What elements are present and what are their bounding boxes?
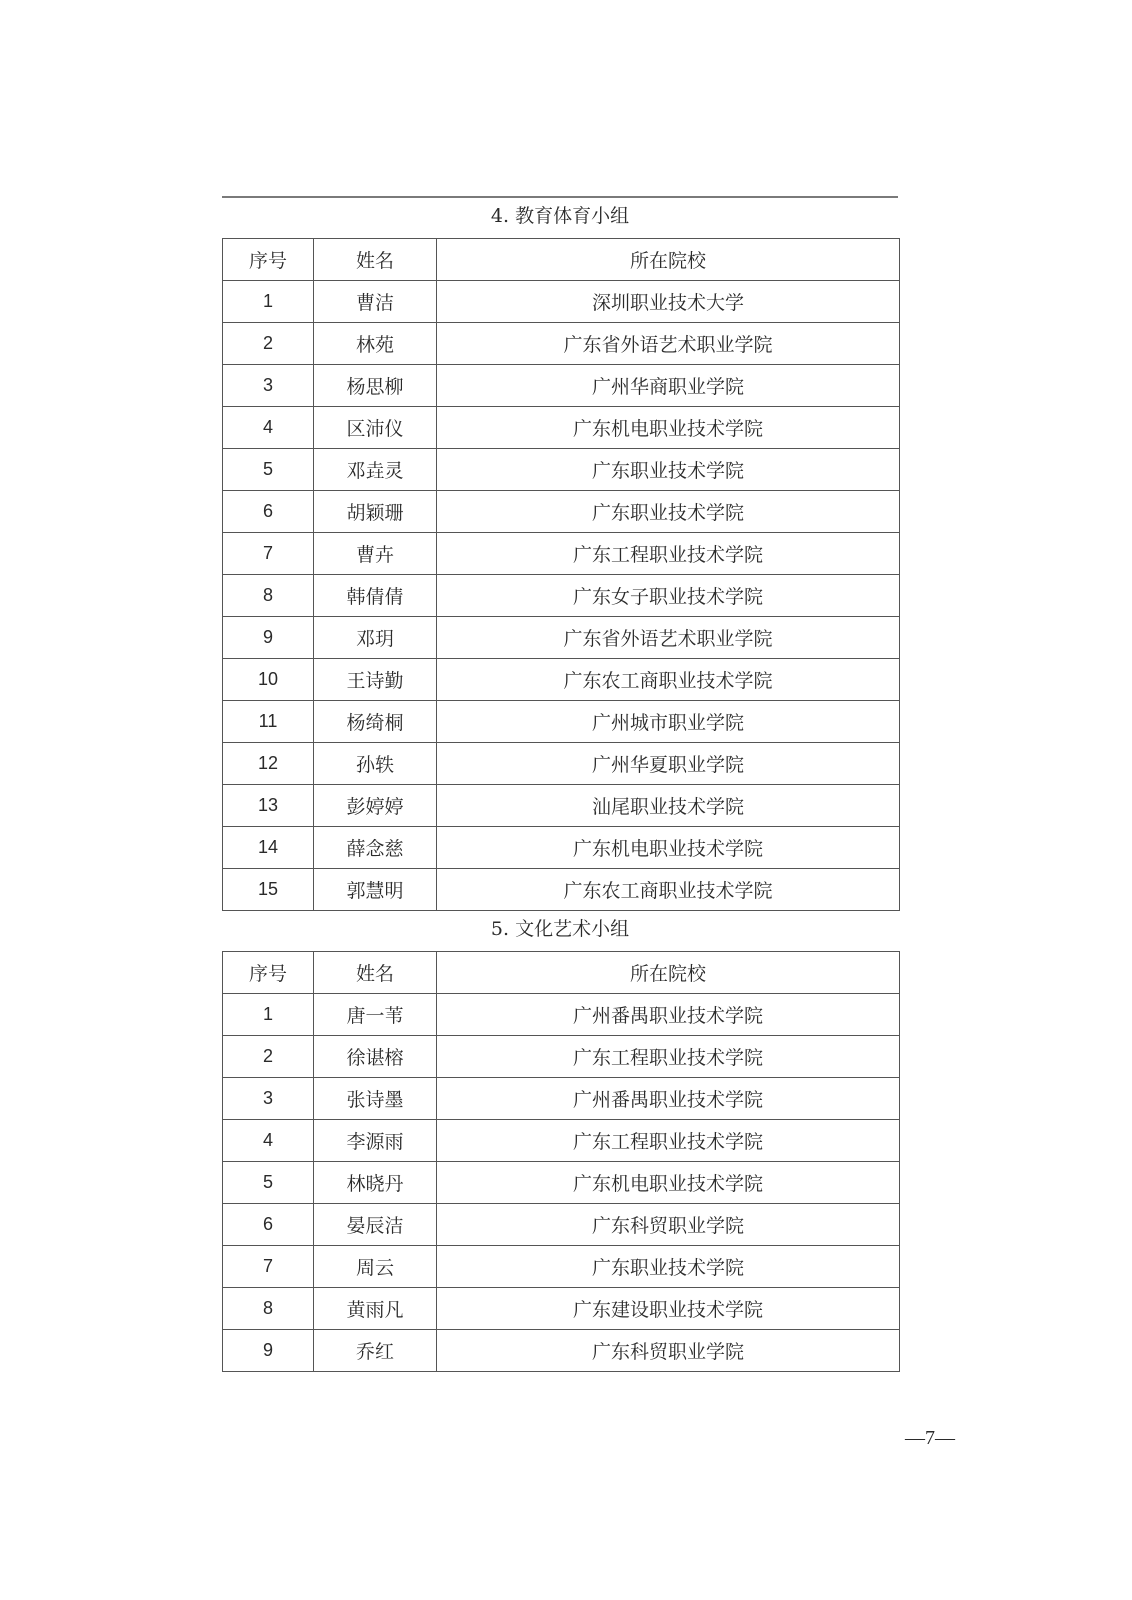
- section-title-culture-arts: 5. 文化艺术小组: [490, 918, 630, 940]
- row-name: 晏辰洁: [314, 1204, 437, 1246]
- table-row: [223, 491, 900, 533]
- row-school: 广州城市职业学院: [437, 701, 900, 743]
- row-school: 广东农工商职业技术学院: [437, 659, 900, 701]
- table-row: [223, 994, 900, 1036]
- row-school: 广东科贸职业学院: [437, 1204, 900, 1246]
- row-index: 2: [223, 1036, 314, 1078]
- row-index: 9: [223, 1330, 314, 1372]
- table-row: [223, 407, 900, 449]
- row-school: 广州番禺职业技术学院: [437, 994, 900, 1036]
- row-name: 黄雨凡: [314, 1288, 437, 1330]
- row-name: 乔红: [314, 1330, 437, 1372]
- table-row: [223, 1162, 900, 1204]
- row-name: 韩倩倩: [314, 575, 437, 617]
- row-name: 张诗墨: [314, 1078, 437, 1120]
- row-name: 区沛仪: [314, 407, 437, 449]
- row-index: 2: [223, 323, 314, 365]
- row-school: 广东职业技术学院: [437, 1246, 900, 1288]
- table-row: [223, 785, 900, 827]
- row-school: 广东建设职业技术学院: [437, 1288, 900, 1330]
- row-school: 广东机电职业技术学院: [437, 1162, 900, 1204]
- table-row: [223, 1078, 900, 1120]
- row-name: 邓玥: [314, 617, 437, 659]
- table-row: [223, 1288, 900, 1330]
- row-index: 4: [223, 1120, 314, 1162]
- table-header-row: [223, 952, 900, 994]
- row-index: 3: [223, 365, 314, 407]
- row-index: 6: [223, 491, 314, 533]
- table-row: [223, 827, 900, 869]
- row-name: 胡颖珊: [314, 491, 437, 533]
- table-row: [223, 575, 900, 617]
- row-school: 广州番禺职业技术学院: [437, 1078, 900, 1120]
- row-school: 广东职业技术学院: [437, 449, 900, 491]
- row-index: 9: [223, 617, 314, 659]
- row-name: 唐一苇: [314, 994, 437, 1036]
- table-row: [223, 1204, 900, 1246]
- table-row: [223, 701, 900, 743]
- row-name: 薛念慈: [314, 827, 437, 869]
- row-index: 5: [223, 1162, 314, 1204]
- column-header-school: 所在院校: [437, 952, 900, 994]
- row-name: 曹洁: [314, 281, 437, 323]
- row-school: 广东科贸职业学院: [437, 1330, 900, 1372]
- row-school: 广东省外语艺术职业学院: [437, 323, 900, 365]
- row-index: 6: [223, 1204, 314, 1246]
- row-index: 8: [223, 575, 314, 617]
- row-school: 广州华夏职业学院: [437, 743, 900, 785]
- row-index: 10: [223, 659, 314, 701]
- page-number: —7—: [905, 1427, 955, 1449]
- row-name: 林苑: [314, 323, 437, 365]
- row-index: 15: [223, 869, 314, 911]
- row-school: 广东女子职业技术学院: [437, 575, 900, 617]
- row-index: 3: [223, 1078, 314, 1120]
- row-name: 孙轶: [314, 743, 437, 785]
- row-school: 广东工程职业技术学院: [437, 1036, 900, 1078]
- table-row: [223, 533, 900, 575]
- row-index: 7: [223, 533, 314, 575]
- table-row: [223, 449, 900, 491]
- table-row: [223, 743, 900, 785]
- row-school: 广东机电职业技术学院: [437, 407, 900, 449]
- row-index: 13: [223, 785, 314, 827]
- row-index: 4: [223, 407, 314, 449]
- row-school: 广东工程职业技术学院: [437, 1120, 900, 1162]
- table-header-row: [223, 239, 900, 281]
- table-row: [223, 1246, 900, 1288]
- row-school: 广东省外语艺术职业学院: [437, 617, 900, 659]
- row-name: 徐谌榕: [314, 1036, 437, 1078]
- row-name: 林晓丹: [314, 1162, 437, 1204]
- table-row: [223, 1120, 900, 1162]
- row-name: 郭慧明: [314, 869, 437, 911]
- column-header-name: 姓名: [314, 952, 437, 994]
- row-index: 5: [223, 449, 314, 491]
- table-row: [223, 617, 900, 659]
- row-school: 汕尾职业技术学院: [437, 785, 900, 827]
- row-school: 深圳职业技术大学: [437, 281, 900, 323]
- row-name: 彭婷婷: [314, 785, 437, 827]
- table-row: [223, 1330, 900, 1372]
- row-index: 8: [223, 1288, 314, 1330]
- section-title-education-sports: 4. 教育体育小组: [490, 205, 630, 227]
- table-row: [223, 365, 900, 407]
- header-rule: [222, 196, 898, 198]
- column-header-name: 姓名: [314, 239, 437, 281]
- column-header-school: 所在院校: [437, 239, 900, 281]
- row-school: 广东农工商职业技术学院: [437, 869, 900, 911]
- row-school: 广东机电职业技术学院: [437, 827, 900, 869]
- row-name: 王诗勤: [314, 659, 437, 701]
- row-index: 7: [223, 1246, 314, 1288]
- row-name: 杨思柳: [314, 365, 437, 407]
- row-index: 12: [223, 743, 314, 785]
- table-row: [223, 323, 900, 365]
- table-row: [223, 281, 900, 323]
- education-sports-table: [222, 238, 900, 911]
- table-row: [223, 869, 900, 911]
- row-name: 邓垚灵: [314, 449, 437, 491]
- table-row: [223, 659, 900, 701]
- row-name: 曹卉: [314, 533, 437, 575]
- row-index: 1: [223, 994, 314, 1036]
- row-name: 周云: [314, 1246, 437, 1288]
- column-header-index: 序号: [223, 952, 314, 994]
- column-header-index: 序号: [223, 239, 314, 281]
- row-name: 杨绮桐: [314, 701, 437, 743]
- row-name: 李源雨: [314, 1120, 437, 1162]
- row-index: 1: [223, 281, 314, 323]
- row-school: 广州华商职业学院: [437, 365, 900, 407]
- row-index: 11: [223, 701, 314, 743]
- row-school: 广东工程职业技术学院: [437, 533, 900, 575]
- table-row: [223, 1036, 900, 1078]
- row-school: 广东职业技术学院: [437, 491, 900, 533]
- row-index: 14: [223, 827, 314, 869]
- culture-arts-table: [222, 951, 900, 1372]
